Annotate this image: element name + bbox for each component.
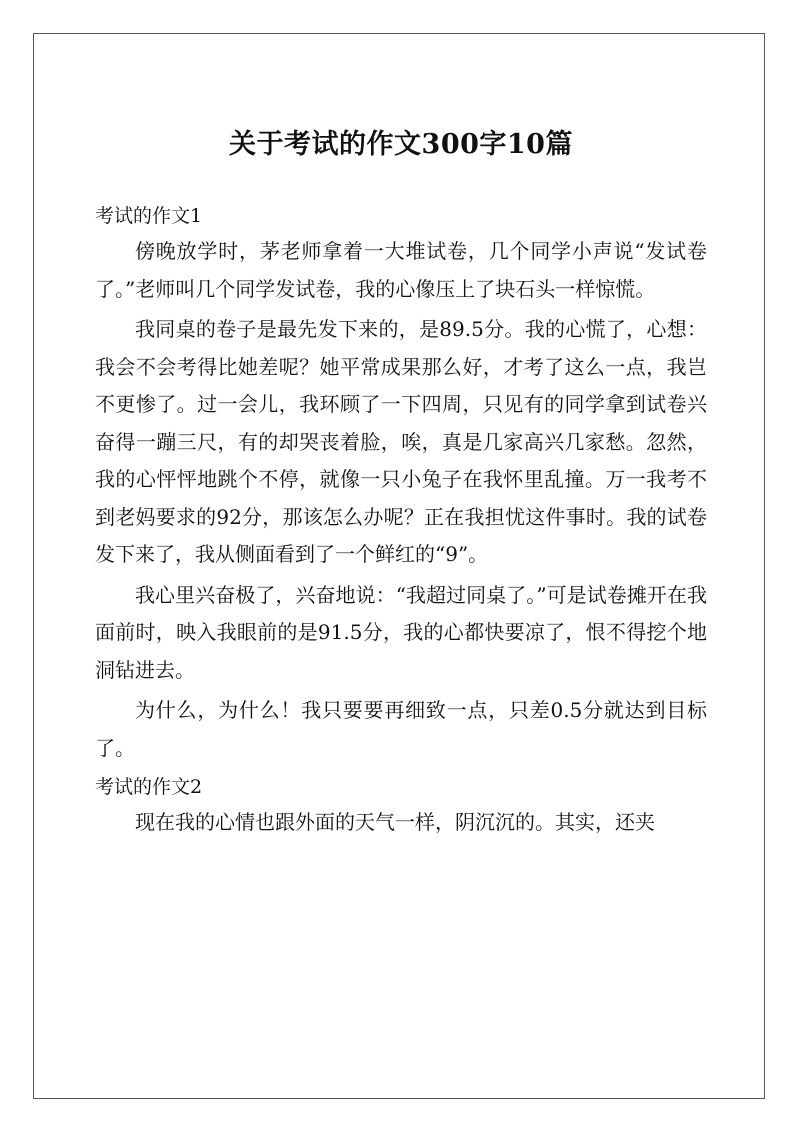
- section-heading: 考试的作文2: [95, 776, 203, 798]
- paragraph: 为什么，为什么！我只要要再细致一点，只差0.5分就达到目标了。: [95, 698, 707, 760]
- essay-section-2: [95, 770, 707, 842]
- paragraph: 现在我的心情也跟外面的天气一样，阴沉沉的。其实，还夹: [135, 810, 655, 834]
- section-heading: 考试的作文1: [95, 205, 203, 227]
- paragraph: 傍晚放学时，茅老师拿着一大堆试卷，几个同学小声说“发试卷了。”老师叫几个同学发试卷，我的心像压上了块石头一样惊慌。: [95, 239, 707, 301]
- document-title: 关于考试的作文300字10篇: [229, 129, 573, 160]
- essay-section-1: [95, 199, 707, 767]
- paragraph: 我同桌的卷子是最先发下来的，是89.5分。我的心慌了，心想：我会不会考得比她差呢？她平常成果那么好，才考了这么一点，我岂不更惨了。过一会儿，我环顾了一下四周，只见有的同学拿到试卷兴奋得一蹦三尺，有的却哭丧着脸，唉，真是几家高兴几家愁。忽然，我的心怦怦地跳个不停，就像一只小兔子在我怀里乱撞。万一我考不到老妈要求的92分，那该怎么办呢？正在我担忧这件事时。我的试卷发下来了，我从侧面看到了一个鲜红的“9”。: [95, 317, 707, 566]
- paragraph: 我心里兴奋极了，兴奋地说：“我超过同桌了。”可是试卷摊开在我面前时，映入我眼前的是91.5分，我的心都快要凉了，恨不得挖个地洞钻进去。: [95, 582, 707, 682]
- document-body: [95, 125, 707, 845]
